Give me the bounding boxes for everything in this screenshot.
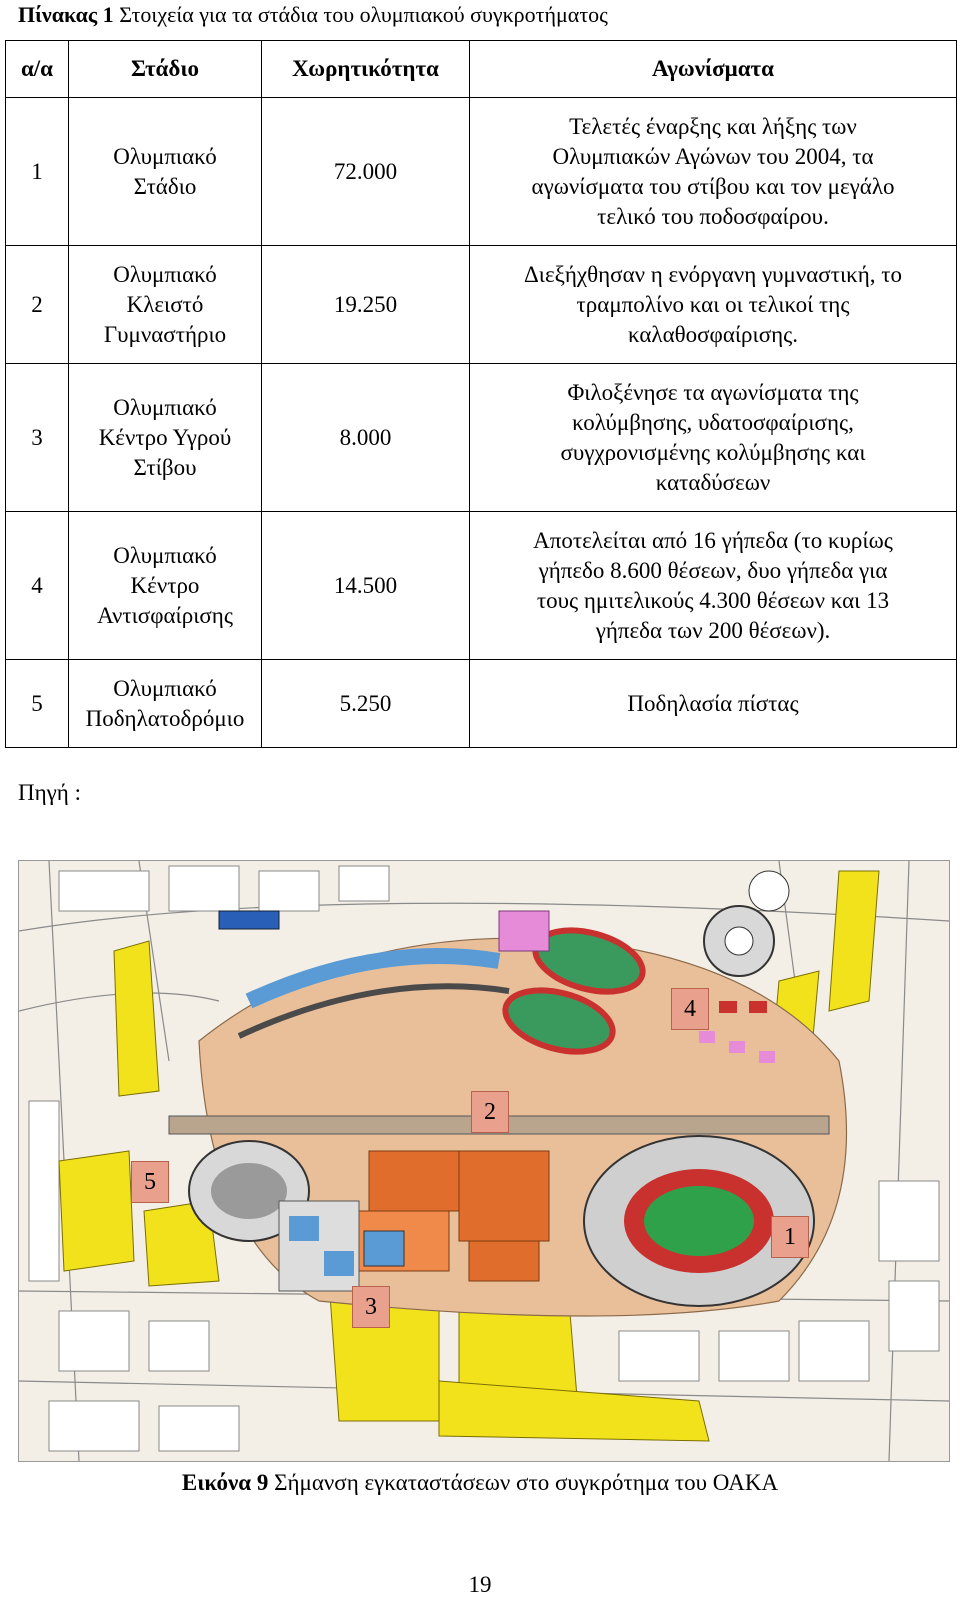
figure-caption-label: Εικόνα 9 [181, 1470, 269, 1495]
table-row [6, 660, 957, 748]
map-marker-1: 1 [771, 1216, 809, 1258]
map-marker-3: 3 [352, 1286, 390, 1328]
row-capacity: 19.250 [262, 246, 470, 364]
table-caption-label: Πίνακας 1 [18, 2, 114, 27]
row-capacity: 8.000 [262, 364, 470, 512]
map-marker-5: 5 [131, 1161, 169, 1203]
row-num: 3 [6, 364, 69, 512]
table-row [6, 364, 957, 512]
oaka-site-map [18, 860, 950, 1462]
row-events: Τελετές έναρξης και λήξης των Ολυμπιακών Αγώνων του 2004, τα αγωνίσματα του στίβου και τον μεγάλο τελικό του ποδοσφαίρου. [470, 98, 957, 246]
figure-caption-text: Σήμανση εγκαταστάσεων στο συγκρότημα του ΟΑΚΑ [274, 1470, 779, 1495]
row-num: 4 [6, 512, 69, 660]
blue-building [219, 911, 279, 929]
row-num: 1 [6, 98, 69, 246]
source-note: Πηγή : [18, 780, 81, 805]
row-capacity: 72.000 [262, 98, 470, 246]
row-events: Αποτελείται από 16 γήπεδα (το κυρίως γήπεδο 8.600 θέσεων, δυο γήπεδα για τους ημιτελικούς 4.300 θέσεων και 13 γήπεδα των 200 θέσεων). [470, 512, 957, 660]
row-stadium: Ολυμπιακό Κέντρο Αντισφαίρισης [69, 512, 262, 660]
page-number: 19 [468, 1572, 492, 1597]
row-capacity: 5.250 [262, 660, 470, 748]
stadia-table [5, 40, 957, 748]
table-row [6, 246, 957, 364]
map-marker-4: 4 [671, 988, 709, 1030]
table-caption-text: Στοιχεία για τα στάδια του ολυμπιακού συγκροτήματος [119, 2, 608, 27]
row-num: 2 [6, 246, 69, 364]
table-header-row [6, 41, 957, 98]
row-num: 5 [6, 660, 69, 748]
row-events: Διεξήχθησαν η ενόργανη γυμναστική, το τραμπολίνο και οι τελικοί της καλαθοσφαίρισης. [470, 246, 957, 364]
row-events: Φιλοξένησε τα αγωνίσματα της κολύμβησης, υδατοσφαίρισης, συγχρονισμένης κολύμβησης και καταδύσεων [470, 364, 957, 512]
row-capacity: 14.500 [262, 512, 470, 660]
row-events: Ποδηλασία πίστας [470, 660, 957, 748]
table-row [6, 512, 957, 660]
row-stadium: Ολυμπιακό Κλειστό Γυμναστήριο [69, 246, 262, 364]
header-stadium: Στάδιο [69, 41, 262, 98]
row-stadium: Ολυμπιακό Ποδηλατοδρόμιο [69, 660, 262, 748]
pink-building [499, 911, 549, 951]
table-row [6, 98, 957, 246]
table-caption [18, 0, 608, 30]
row-stadium: Ολυμπιακό Κέντρο Υγρού Στίβου [69, 364, 262, 512]
figure-caption [0, 1470, 960, 1496]
map-marker-2: 2 [471, 1091, 509, 1133]
header-events: Αγωνίσματα [470, 41, 957, 98]
header-num: α/α [6, 41, 69, 98]
header-capacity: Χωρητικότητα [262, 41, 470, 98]
row-stadium: Ολυμπιακό Στάδιο [69, 98, 262, 246]
